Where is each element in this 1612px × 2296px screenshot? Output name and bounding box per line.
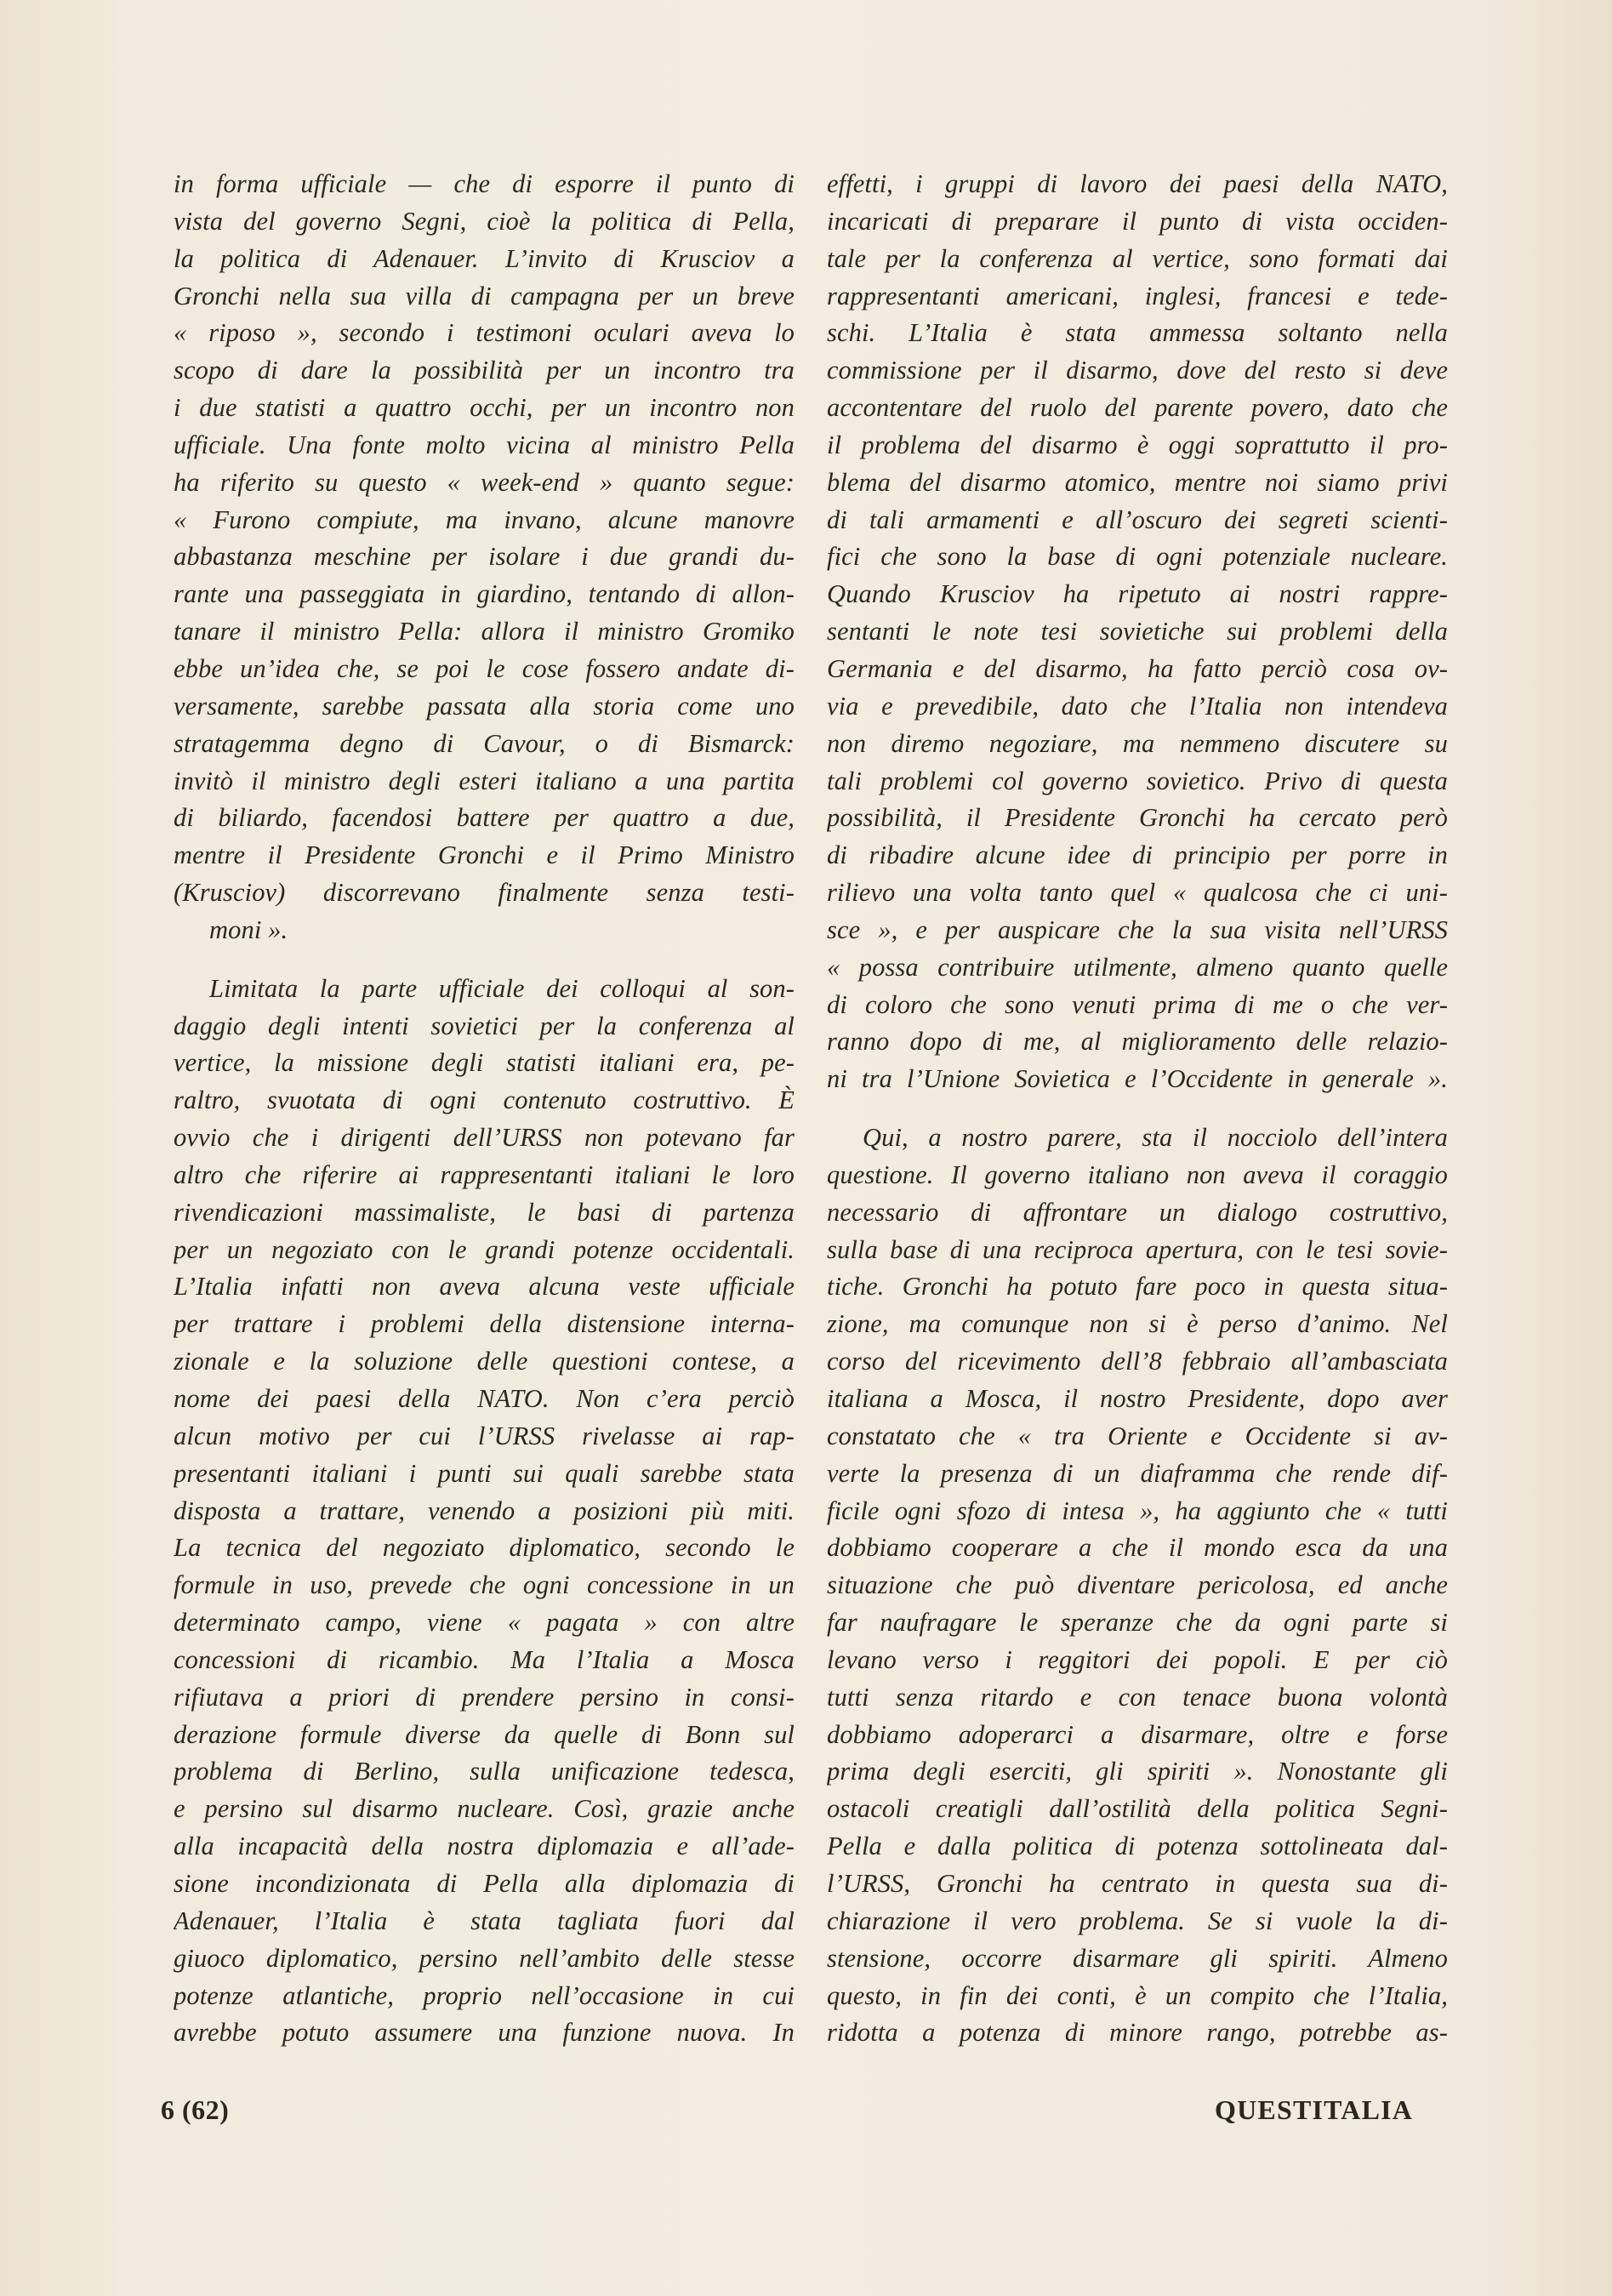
text-line: sione incondizionata di Pella alla diplomazia di: [174, 1868, 795, 1898]
text-line: problema di Berlino, sulla unificazione tedesca,: [174, 1757, 795, 1786]
text-line: dobbiamo adoperarci a disarmare, oltre e forse: [827, 1719, 1448, 1749]
text-line: commissione per il disarmo, dove del resto si deve: [827, 356, 1448, 385]
text-line: ebbe un’idea che, se poi le cose fossero andate di-: [174, 653, 795, 683]
text-line: di biliardo, facendosi battere per quattro a due,: [174, 803, 795, 833]
text-line: ni tra l’Unione Sovietica e l’Occidente in generale ».: [827, 1064, 1448, 1094]
text-line: situazione che può diventare pericolosa, ed anche: [827, 1570, 1448, 1600]
text-line: giuoco diplomatico, persino nell’ambito delle stesse: [174, 1943, 795, 1973]
text-line: (Krusciov) discorrevano finalmente senza testi-: [174, 878, 795, 908]
text-line: ostacoli creatigli dall’ostilità della politica Segni-: [827, 1794, 1448, 1824]
text-line: i due statisti a quattro occhi, per un incontro non: [174, 393, 795, 423]
text-line: moni ».: [209, 914, 288, 944]
text-line: tale per la conferenza al vertice, sono formati dai: [827, 243, 1448, 273]
text-line: zionale e la soluzione delle questioni contese, a: [174, 1347, 795, 1376]
text-line: « possa contribuire utilmente, almeno quanto quelle: [827, 952, 1448, 982]
text-line: La tecnica del negoziato diplomatico, secondo le: [174, 1533, 795, 1563]
text-line: mentre il Presidente Gronchi e il Primo Ministro: [174, 840, 795, 870]
paragraph-gap: [174, 949, 795, 971]
text-line: tutti senza ritardo e con tenace buona volontà: [827, 1682, 1448, 1712]
text-line: necessario di affrontare un dialogo costruttivo,: [827, 1197, 1448, 1227]
text-line: raltro, svuotata di ogni contenuto costruttivo. È: [174, 1085, 795, 1115]
text-line: dobbiamo cooperare a che il mondo esca da una: [827, 1533, 1448, 1563]
text-line: ha riferito su questo « week-end » quanto segue:: [174, 467, 795, 497]
text-line: zione, ma comunque non si è perso d’animo. Nel: [827, 1309, 1448, 1339]
text-line: Gronchi nella sua villa di campagna per un breve: [174, 281, 795, 311]
text-line: ranno dopo di me, al miglioramento delle relazio-: [827, 1027, 1448, 1057]
text-line: avrebbe potuto assumere una funzione nuova. In: [174, 2018, 795, 2048]
publication-name: QUESTITALIA: [1215, 2094, 1414, 2125]
text-line: via e prevedibile, dato che l’Italia non intendeva: [827, 691, 1448, 721]
text-line: constatato che « tra Oriente e Occidente si av-: [827, 1421, 1448, 1450]
text-line: « Furono compiute, ma invano, alcune manovre: [174, 504, 795, 534]
text-line: la politica di Adenauer. L’invito di Krusciov a: [174, 243, 795, 273]
text-line: e persino sul disarmo nucleare. Così, grazie anche: [174, 1794, 795, 1824]
text-line: rappresentanti americani, inglesi, francesi e tede-: [827, 281, 1448, 311]
text-line: vista del governo Segni, cioè la politica di Pella,: [174, 206, 795, 236]
text-line: questo, in fin dei conti, è un compito che l’Italia,: [827, 1980, 1448, 2010]
text-line: ficile ogni sfozo di intesa », ha aggiunto che « tutti: [827, 1496, 1448, 1525]
text-line: questione. Il governo italiano non aveva il coraggio: [827, 1159, 1448, 1189]
text-line: non diremo negoziare, ma nemmeno discutere su: [827, 728, 1448, 758]
text-line: daggio degli intenti sovietici per la conferenza al: [174, 1011, 795, 1040]
text-line: Pella e dalla politica di potenza sottolineata dal-: [827, 1832, 1448, 1861]
paragraph-gap: [827, 1098, 1448, 1120]
text-line: ovvio che i dirigenti dell’URSS non potevano far: [174, 1123, 795, 1153]
text-line: Germania e del disarmo, ha fatto perciò cosa ov-: [827, 653, 1448, 683]
text-line: sentanti le note tesi sovietiche sui problemi della: [827, 617, 1448, 647]
text-line: rilievo una volta tanto quel « qualcosa che ci uni-: [827, 878, 1448, 908]
text-line: ufficiale. Una fonte molto vicina al ministro Pella: [174, 430, 795, 459]
text-line: accontentare del ruolo del parente povero, dato che: [827, 393, 1448, 423]
text-line: versamente, sarebbe passata alla storia come uno: [174, 691, 795, 721]
text-line: far naufragare le speranze che da ogni parte si: [827, 1608, 1448, 1638]
text-line: potenze atlantiche, proprio nell’occasione in cui: [174, 1980, 795, 2010]
text-line: l’URSS, Gronchi ha centrato in questa sua di-: [827, 1868, 1448, 1898]
text-line: sce », e per auspicare che la sua visita nell’URSS: [827, 914, 1448, 944]
text-line: derazione formule diverse da quelle di Bonn sul: [174, 1719, 795, 1749]
text-line: il problema del disarmo è oggi soprattutto il pro-: [827, 430, 1448, 459]
text-line: di tali armamenti e all’oscuro dei segreti scienti-: [827, 504, 1448, 534]
text-line: prima degli eserciti, gli spiriti ». Nonostante gli: [827, 1757, 1448, 1786]
text-line: possibilità, il Presidente Gronchi ha cercato però: [827, 803, 1448, 833]
text-line: per trattare i problemi della distensione interna-: [174, 1309, 795, 1339]
text-line: italiana a Mosca, il nostro Presidente, dopo aver: [827, 1384, 1448, 1413]
text-line: per un negoziato con le grandi potenze occidentali.: [174, 1234, 795, 1264]
text-line: abbastanza meschine per isolare i due grandi du-: [174, 542, 795, 572]
text-line: incaricati di preparare il punto di vista occiden-: [827, 206, 1448, 236]
text-line: tiche. Gronchi ha potuto fare poco in questa situa-: [827, 1272, 1448, 1302]
text-line: vertice, la missione degli statisti italiani era, pe-: [174, 1048, 795, 1078]
text-line: in forma ufficiale — che di esporre il punto di: [174, 169, 795, 198]
text-line: stensione, occorre disarmare gli spiriti. Almeno: [827, 1943, 1448, 1973]
text-line: altro che riferire ai rappresentanti italiani le loro: [174, 1159, 795, 1189]
text-line: Qui, a nostro parere, sta il nocciolo dell’intera: [863, 1123, 1448, 1153]
text-line: sulla base di una reciproca apertura, con le tesi sovie-: [827, 1234, 1448, 1264]
text-line: presentanti italiani i punti sui quali sarebbe stata: [174, 1458, 795, 1488]
text-line: rivendicazioni massimaliste, le basi di partenza: [174, 1197, 795, 1227]
text-line: chiarazione il vero problema. Se si vuole la di-: [827, 1906, 1448, 1935]
left-text-column: [174, 166, 795, 2052]
text-line: effetti, i gruppi di lavoro dei paesi della NATO,: [827, 169, 1448, 198]
text-line: ridotta a potenza di minore rango, potrebbe as-: [827, 2018, 1448, 2048]
text-line: di ribadire alcune idee di principio per porre in: [827, 840, 1448, 870]
text-line: Quando Krusciov ha ripetuto ai nostri rappre-: [827, 579, 1448, 609]
text-line: Limitata la parte ufficiale dei colloqui al son-: [209, 973, 795, 1003]
text-line: di coloro che sono venuti prima di me o che ver-: [827, 989, 1448, 1019]
text-line: alla incapacità della nostra diplomazia e all’ade-: [174, 1832, 795, 1861]
text-line: levano verso i reggitori dei popoli. E per ciò: [827, 1644, 1448, 1674]
text-line: « riposo », secondo i testimoni oculari aveva lo: [174, 318, 795, 348]
text-line: rifiutava a priori di prendere persino in consi-: [174, 1682, 795, 1712]
text-line: determinato campo, viene « pagata » con altre: [174, 1608, 795, 1638]
text-line: schi. L’Italia è stata ammessa soltanto nella: [827, 318, 1448, 348]
text-line: rante una passeggiata in giardino, tentando di allon-: [174, 579, 795, 609]
text-line: L’Italia infatti non aveva alcuna veste ufficiale: [174, 1272, 795, 1302]
text-line: nome dei paesi della NATO. Non c’era perciò: [174, 1384, 795, 1413]
text-line: tanare il ministro Pella: allora il ministro Gromiko: [174, 617, 795, 647]
text-line: tali problemi col governo sovietico. Privo di questa: [827, 766, 1448, 795]
text-line: invitò il ministro degli esteri italiano a una partita: [174, 766, 795, 795]
text-line: concessioni di ricambio. Ma l’Italia a Mosca: [174, 1644, 795, 1674]
page-number: 6 (62): [161, 2094, 230, 2125]
text-line: verte la presenza di un diaframma che rende dif-: [827, 1458, 1448, 1488]
text-line: corso del ricevimento dell’8 febbraio all’ambasciata: [827, 1347, 1448, 1376]
text-line: fici che sono la base di ogni potenziale nucleare.: [827, 542, 1448, 572]
text-line: stratagemma degno di Cavour, o di Bismarck:: [174, 728, 795, 758]
text-line: alcun motivo per cui l’URSS rivelasse ai rap-: [174, 1421, 795, 1450]
text-line: formule in uso, prevede che ogni concessione in un: [174, 1570, 795, 1600]
right-text-column: [827, 166, 1448, 2052]
text-line: Adenauer, l’Italia è stata tagliata fuori dal: [174, 1906, 795, 1935]
text-line: scopo di dare la possibilità per un incontro tra: [174, 356, 795, 385]
text-line: blema del disarmo atomico, mentre noi siamo privi: [827, 467, 1448, 497]
text-line: disposta a trattare, venendo a posizioni più miti.: [174, 1496, 795, 1525]
